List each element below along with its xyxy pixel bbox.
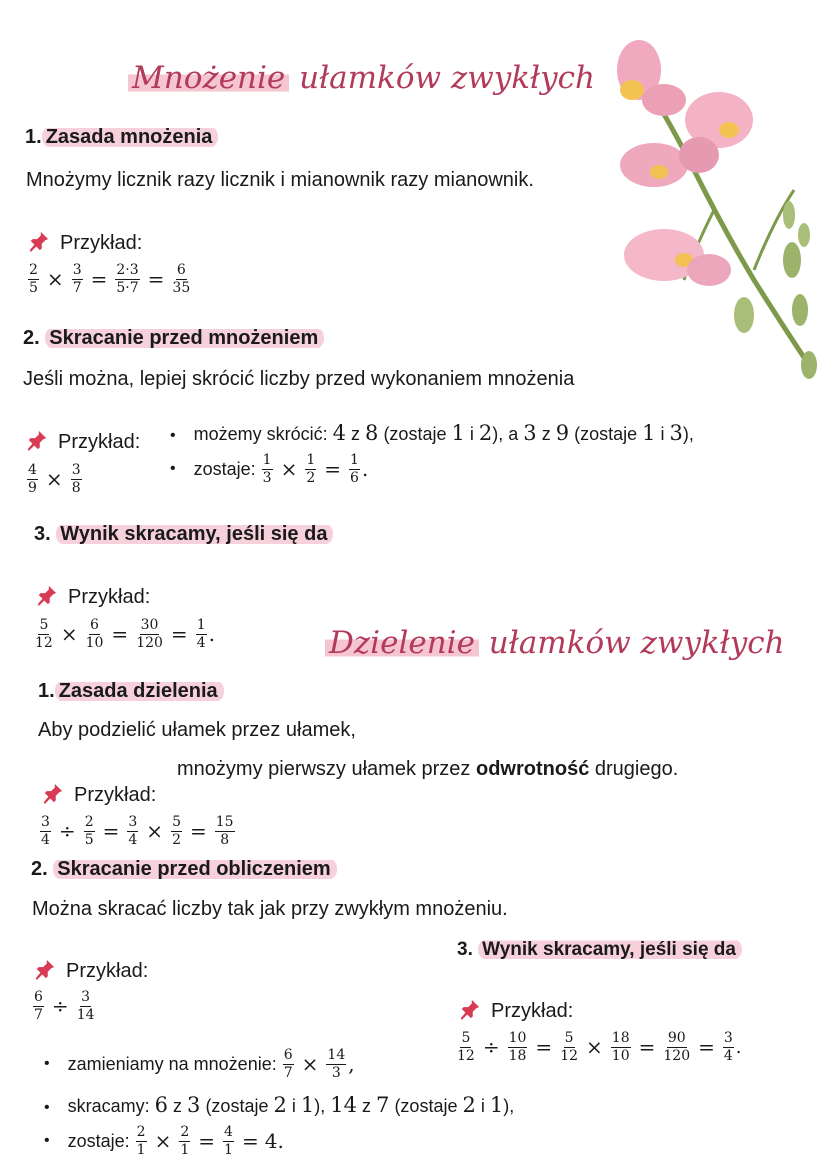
multiply-title-rest: ułamków zwykłych [299,60,595,96]
section-number: 2. [31,858,48,880]
example-label-text: Przykład: [66,960,149,982]
pushpin-icon [26,429,48,451]
section-title: Wynik skracamy, jeśli się da [56,523,333,545]
example-label-text: Przykład: [68,586,151,608]
multiply-example-2: $\frac{4}{9}$ × $\frac{3}{8}$ [28,462,81,496]
pushpin-icon [36,584,58,606]
divide-example-2-bullet-1: • zamieniamy na mnożenie: $\frac{6}{7}$ × $\frac{14}{3}$ , [44,1047,355,1081]
section-title: Skracanie przed obliczeniem [53,858,336,880]
example-label [36,584,150,609]
example-label [459,998,573,1023]
multiply-shortening-text: Jeśli można, lepiej skrócić liczby przed wykonaniem mnożenia [23,368,575,390]
section-number: 1. [38,680,55,702]
pushpin-icon [42,782,64,804]
section-number: 3. [34,523,51,545]
divide-shortening-text: Można skracać liczby tak jak przy zwykłym mnożeniu. [32,898,508,920]
divide-example-2-bullet-2: • skracamy: 6 z 3 (zostaje 2 i 1), 14 z 7 (zostaje 2 i 1), [44,1093,515,1117]
divide-example-2: $\frac{6}{7}$ ÷ $\frac{3}{14}$ [34,989,95,1023]
multiply-section-3-heading [34,523,333,546]
divide-rule-text-1: Aby podzielić ułamek przez ułamek, [38,719,356,741]
multiply-example-3: $\frac{5}{12}$ × $\frac{6}{10}$ = $\frac{30}{120}$ = $\frac{1}{4}$ . [35,617,215,651]
divide-example-3: $\frac{5}{12}$ ÷ $\frac{10}{18}$ = $\frac{5}{12}$ × $\frac{18}{10}$ = $\frac{90}{120}$ = $\frac{3}{4}$ . [457,1030,742,1064]
pushpin-icon [459,998,481,1020]
multiply-example-2-bullet-1: • możemy skrócić: 4 z 8 (zostaje 1 i 2), a 3 z 9 (zostaje 1 i 3), [170,421,694,445]
example-label-text: Przykład: [60,232,143,254]
pushpin-icon [28,230,50,252]
multiply-example-1: $\frac{2}{5}$ × $\frac{3}{7}$ = $\frac{2\cdot 3}{5\cdot 7}$ = $\frac{6}{35}$ [29,262,191,296]
section-title: Wynik skracamy, jeśli się da [478,939,742,960]
divide-section-2-heading [31,858,337,881]
pushpin-icon [34,958,56,980]
snapdragon-flower-illustration [604,20,828,400]
divide-title-rest: ułamków zwykłych [488,625,785,661]
section-number: 2. [23,327,40,349]
multiply-section-1-heading [25,126,218,149]
divide-section-3-heading [457,939,742,961]
example-label [26,429,140,454]
divide-rule-text-2: mnożymy pierwszy ułamek przez odwrotność drugiego. [177,758,679,780]
multiply-rule-text: Mnożymy licznik razy licznik i mianownik razy mianownik. [26,169,534,191]
divide-title-highlight: Dzielenie [325,625,479,661]
multiply-title-highlight: Mnożenie [128,60,289,96]
section-title: Zasada mnożenia [42,126,219,148]
example-label [28,230,142,255]
divide-example-1: $\frac{3}{4}$ ÷ $\frac{2}{5}$ = $\frac{3}{4}$ × $\frac{5}{2}$ = $\frac{15}{8}$ [41,814,234,848]
multiply-title [128,60,595,96]
multiply-example-2-bullet-2: • zostaje: $\frac{1}{3}$ × $\frac{1}{2}$ = $\frac{1}{6}$ . [170,452,369,486]
example-label [42,782,156,807]
example-label [34,958,148,983]
multiply-section-2-heading [23,327,324,350]
section-title: Skracanie przed mnożeniem [45,327,324,349]
section-number: 1. [25,126,42,148]
divide-section-1-heading [38,680,224,703]
section-number: 3. [457,939,473,960]
section-title: Zasada dzielenia [55,680,224,702]
divide-example-2-bullet-3: • zostaje: $\frac{2}{1}$ × $\frac{2}{1}$ = $\frac{4}{1}$ = 4. [44,1124,284,1158]
example-label-text: Przykład: [74,784,157,806]
example-label-text: Przykład: [491,1000,574,1022]
divide-title [325,625,785,661]
example-label-text: Przykład: [58,431,141,453]
